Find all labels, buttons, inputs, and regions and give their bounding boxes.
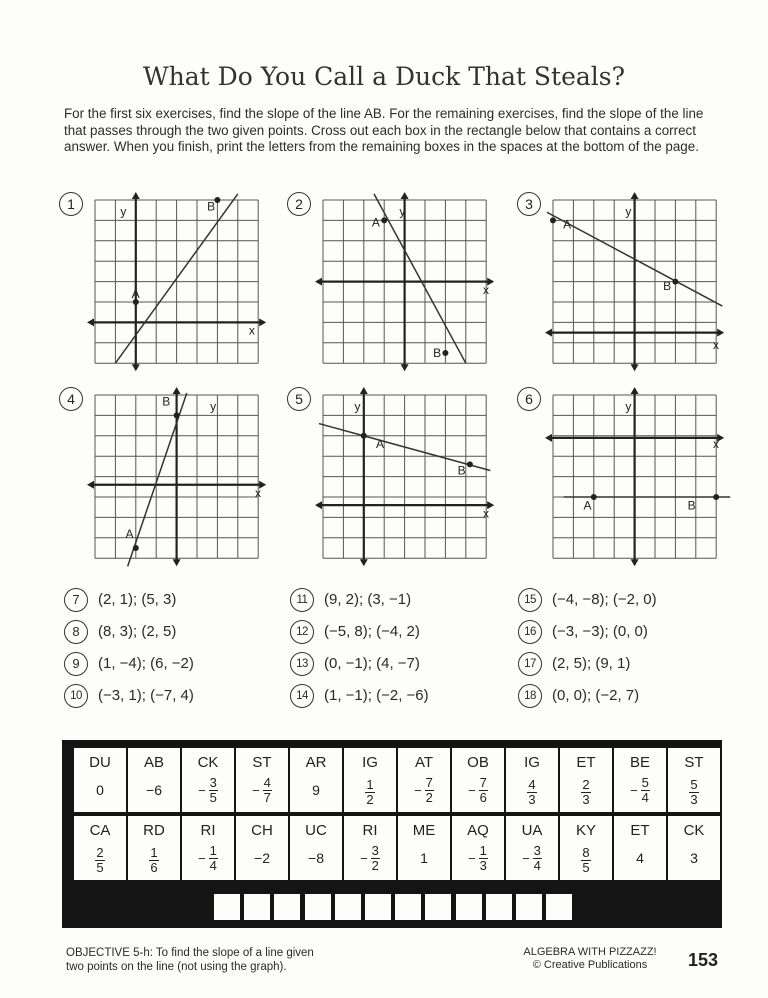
fraction-sign: − [522, 851, 530, 866]
exercise-number-badge: 7 [64, 588, 88, 612]
answer-letters: KY [575, 822, 596, 839]
answer-letters: AT [414, 754, 434, 771]
exercise-17 [518, 652, 630, 676]
graph-number-badge: 2 [287, 192, 311, 216]
point-b-label: B [207, 199, 216, 214]
x-axis-label: x [255, 486, 262, 501]
fraction-sign: − [198, 783, 206, 798]
answer-letter-blank[interactable] [486, 894, 512, 920]
answer-value [236, 776, 288, 805]
answer-box-cell[interactable] [182, 816, 234, 880]
answer-letters: AQ [467, 822, 489, 839]
x-axis-arrow [87, 318, 94, 326]
point-a-label: A [131, 287, 140, 301]
answer-value [614, 776, 666, 805]
answer-letter-blank[interactable] [365, 894, 391, 920]
answer-letters: CK [197, 754, 219, 771]
answer-value [344, 776, 396, 807]
fraction-denominator: 3 [582, 792, 590, 807]
fraction-denominator: 4 [209, 858, 217, 873]
answer-letters: RD [143, 822, 165, 839]
point-b-label: B [162, 394, 171, 409]
exercise-points: (1, −1); (−2, −6) [324, 686, 429, 704]
coordinate-grid [95, 395, 278, 578]
answer-box-cell[interactable] [74, 816, 126, 880]
answer-box-cell[interactable] [668, 748, 720, 812]
graph-number-badge: 1 [59, 192, 83, 216]
y-axis-arrow [401, 192, 409, 199]
answer-box-cell[interactable] [344, 816, 396, 880]
fraction-denominator: 3 [690, 792, 698, 807]
point-a-label: A [583, 498, 592, 513]
answer-box-cell[interactable] [398, 748, 450, 812]
fraction-numerator: 4 [263, 775, 271, 790]
x-axis-arrow [545, 329, 552, 337]
y-axis-label: y [354, 399, 361, 414]
graph-1 [67, 196, 278, 388]
answer-letters: CK [683, 822, 705, 839]
point-a-label: A [375, 437, 385, 452]
page-title: What Do You Call a Duck That Steals? [142, 62, 625, 91]
exercise-points: (0, −1); (4, −7) [324, 654, 420, 672]
answer-value [506, 844, 558, 873]
answer-letters: OB [467, 754, 489, 771]
answer-box-cell[interactable] [290, 816, 342, 880]
graph-3 [525, 196, 736, 388]
exercise-points: (0, 0); (−2, 7) [552, 686, 640, 704]
graph-6 [525, 391, 736, 583]
answer-box-cell[interactable] [344, 748, 396, 812]
fraction-denominator: 5 [209, 790, 217, 805]
fraction-numerator: 1 [150, 845, 158, 860]
line-ab [125, 393, 187, 566]
answer-value [560, 776, 612, 807]
point-b [174, 412, 180, 418]
y-axis-arrow [401, 364, 409, 371]
point-a-label: A [125, 526, 134, 541]
answer-letters: AB [143, 754, 164, 771]
answer-value: 9 [312, 782, 320, 798]
point-b [672, 279, 678, 285]
answer-box-cell[interactable] [398, 816, 450, 880]
answer-letters: UA [521, 822, 543, 839]
graph-number-badge: 5 [287, 387, 311, 411]
answer-value: 0 [96, 782, 104, 798]
exercise-15 [518, 588, 657, 612]
exercise-number-badge: 13 [290, 652, 314, 676]
graph-number-badge: 6 [517, 387, 541, 411]
x-axis-label: x [713, 437, 720, 452]
y-axis-label: y [625, 399, 632, 414]
exercise-number-badge: 18 [518, 684, 542, 708]
answer-value: 1 [420, 850, 428, 866]
exercise-16 [518, 620, 648, 644]
fraction-denominator: 6 [150, 860, 158, 875]
answer-box-cell[interactable] [128, 816, 180, 880]
fraction-denominator: 5 [96, 860, 104, 875]
fraction-numerator: 1 [209, 843, 217, 858]
answer-value: 4 [636, 850, 644, 866]
exercise-18 [518, 684, 639, 708]
answer-value [74, 844, 126, 875]
fraction-numerator: 4 [528, 777, 536, 792]
exercise-number-badge: 15 [518, 588, 542, 612]
fraction-numerator: 5 [641, 775, 649, 790]
fraction-sign: − [630, 783, 638, 798]
y-axis-arrow [132, 364, 140, 371]
fraction-denominator: 3 [479, 858, 487, 873]
point-a [133, 545, 139, 551]
answer-letters: IG [524, 754, 540, 771]
answer-letters: CA [89, 822, 111, 839]
answer-letters: CH [251, 822, 273, 839]
point-a-label: A [371, 215, 380, 230]
answer-letters: DU [89, 754, 111, 771]
exercise-7 [64, 588, 176, 612]
answer-letter-blank[interactable] [456, 894, 482, 920]
exercise-number-badge: 16 [518, 620, 542, 644]
answer-letter-blank[interactable] [335, 894, 361, 920]
y-axis-arrow [631, 364, 639, 371]
exercise-number-badge: 14 [290, 684, 314, 708]
objective-line-1: OBJECTIVE 5-h: To find the slope of a line given [66, 947, 314, 959]
exercise-number-badge: 9 [64, 652, 88, 676]
fraction-denominator: 4 [641, 790, 649, 805]
answer-letters: ST [684, 754, 704, 771]
fraction-denominator: 7 [263, 790, 271, 805]
x-axis-arrow [315, 501, 322, 509]
x-axis-arrow [717, 329, 724, 337]
answer-letters: BE [629, 754, 650, 771]
answer-box-cell[interactable] [506, 816, 558, 880]
answer-letters: ME [412, 822, 436, 839]
x-axis-label: x [483, 506, 490, 521]
answer-box-cell[interactable] [128, 748, 180, 812]
exercise-10 [64, 684, 194, 708]
x-axis-arrow [87, 481, 94, 489]
answer-letters: ET [630, 822, 650, 839]
y-axis-arrow [132, 192, 140, 199]
graph-2 [295, 196, 506, 388]
point-a [550, 217, 556, 223]
x-axis-arrow [315, 278, 322, 286]
fraction-numerator: 1 [479, 843, 487, 858]
answer-box-cell[interactable] [236, 748, 288, 812]
answer-letters: AR [305, 754, 327, 771]
answer-letters: RI [362, 822, 378, 839]
line-ab [371, 194, 466, 363]
answer-value [668, 776, 720, 807]
point-a-label: A [563, 217, 572, 232]
answer-value [506, 776, 558, 807]
answer-box-cell[interactable] [74, 748, 126, 812]
answer-letter-blank[interactable] [305, 894, 331, 920]
exercise-points: (2, 5); (9, 1) [552, 654, 631, 672]
exercise-number-badge: 11 [290, 588, 314, 612]
answer-value [452, 776, 504, 805]
answer-value: −8 [308, 850, 324, 866]
exercise-14 [290, 684, 429, 708]
exercise-points: (−3, −3); (0, 0) [552, 622, 648, 640]
fraction-denominator: 4 [533, 858, 541, 873]
fraction-numerator: 5 [690, 777, 698, 792]
answer-letters: RI [200, 822, 216, 839]
point-b-label: B [457, 463, 466, 478]
answer-letter-blank[interactable] [214, 894, 240, 920]
answer-value [344, 844, 396, 873]
y-axis-arrow [631, 559, 639, 566]
point-b [467, 461, 473, 467]
answer-value [182, 776, 234, 805]
coordinate-grid [323, 200, 506, 383]
point-b [214, 197, 220, 203]
exercise-points: (−3, 1); (−7, 4) [98, 686, 194, 704]
y-axis-label: y [625, 204, 632, 219]
y-axis-arrow [173, 559, 181, 566]
publisher-note [500, 946, 680, 972]
answer-box-cell[interactable] [236, 816, 288, 880]
fraction-numerator: 1 [366, 777, 374, 792]
y-axis-arrow [631, 192, 639, 199]
answer-rectangle [62, 740, 722, 928]
answer-value [128, 844, 180, 875]
exercise-11 [290, 588, 411, 612]
graph-number-badge: 4 [59, 387, 83, 411]
answer-letter-blank[interactable] [516, 894, 542, 920]
fraction-numerator: 7 [479, 775, 487, 790]
point-b [442, 350, 448, 356]
coordinate-grid [553, 395, 736, 578]
exercise-number-badge: 17 [518, 652, 542, 676]
answer-box-cell[interactable] [560, 816, 612, 880]
answer-box-cell[interactable] [506, 748, 558, 812]
answer-value: −2 [254, 850, 270, 866]
answer-letter-blank[interactable] [546, 894, 572, 920]
point-b-label: B [663, 278, 672, 293]
fraction-sign: − [198, 851, 206, 866]
answer-box-cell[interactable] [182, 748, 234, 812]
answer-letters: ST [252, 754, 272, 771]
answer-letter-blank[interactable] [274, 894, 300, 920]
answer-letter-blank[interactable] [395, 894, 421, 920]
exercise-12 [290, 620, 420, 644]
fraction-sign: − [468, 783, 476, 798]
graph-number-badge: 3 [517, 192, 541, 216]
x-axis-label: x [483, 282, 490, 297]
exercise-number-badge: 12 [290, 620, 314, 644]
exercise-points: (8, 3); (2, 5) [98, 622, 177, 640]
fraction-sign: − [360, 851, 368, 866]
x-axis-arrow [545, 434, 552, 442]
answer-value [398, 776, 450, 805]
exercise-13 [290, 652, 420, 676]
exercise-number-badge: 10 [64, 684, 88, 708]
point-a [361, 433, 367, 439]
fraction-sign: − [414, 783, 422, 798]
page-number: 153 [688, 950, 719, 970]
fraction-numerator: 3 [209, 775, 217, 790]
answer-value: −6 [146, 782, 162, 798]
exercise-points: (−5, 8); (−4, 2) [324, 622, 420, 640]
coordinate-grid [95, 200, 278, 383]
fraction-numerator: 8 [582, 845, 590, 860]
coordinate-grid [323, 395, 506, 578]
answer-letters: IG [362, 754, 378, 771]
exercise-points: (2, 1); (5, 3) [98, 590, 177, 608]
point-b-label: B [687, 498, 696, 513]
answer-box-cell[interactable] [452, 748, 504, 812]
publisher-line-2: © Creative Publications [532, 959, 648, 971]
answer-value [452, 844, 504, 873]
fraction-denominator: 6 [479, 790, 487, 805]
answer-box-cell[interactable] [614, 748, 666, 812]
answer-box-cell[interactable] [614, 816, 666, 880]
fraction-numerator: 3 [371, 843, 379, 858]
point-a [591, 494, 597, 500]
answer-value [182, 844, 234, 873]
fraction-numerator: 7 [425, 775, 433, 790]
exercise-points: (9, 2); (3, −1) [324, 590, 412, 608]
answer-box-cell[interactable] [290, 748, 342, 812]
graph-5 [295, 391, 506, 583]
objective-note [66, 946, 314, 974]
answer-box-cell[interactable] [452, 816, 504, 880]
point-b [713, 494, 719, 500]
fraction-numerator: 2 [96, 845, 104, 860]
exercise-9 [64, 652, 194, 676]
coordinate-grid [553, 200, 736, 383]
answer-box-cell[interactable] [560, 748, 612, 812]
x-axis-label: x [713, 338, 720, 352]
fraction-sign: − [468, 851, 476, 866]
answer-letters: UC [305, 822, 327, 839]
exercise-8 [64, 620, 176, 644]
exercise-points: (−4, −8); (−2, 0) [552, 590, 657, 608]
y-axis-label: y [120, 204, 127, 219]
fraction-numerator: 2 [582, 777, 590, 792]
fraction-sign: − [252, 783, 260, 798]
answer-box-cell[interactable] [668, 816, 720, 880]
answer-value: 3 [690, 850, 698, 866]
objective-line-2: two points on the line (not using the graph). [66, 961, 287, 973]
fraction-denominator: 3 [528, 792, 536, 807]
fraction-denominator: 5 [582, 860, 590, 875]
y-axis-label: y [399, 204, 406, 219]
publisher-line-1: ALGEBRA WITH PIZZAZZ! [523, 946, 657, 958]
x-axis-label: x [248, 323, 255, 338]
exercise-points: (1, −4); (6, −2) [98, 654, 194, 672]
fraction-denominator: 2 [425, 790, 433, 805]
answer-letters: ET [576, 754, 596, 771]
point-b-label: B [433, 346, 442, 361]
fraction-denominator: 2 [371, 858, 379, 873]
x-axis-arrow [259, 318, 266, 326]
fraction-numerator: 3 [533, 843, 541, 858]
y-axis-arrow [360, 559, 368, 566]
graph-4 [67, 391, 278, 583]
instructions-paragraph: For the first six exercises, find the slope of the line AB. For the remaining exercises, find the slope of the line that passes through the two given points. Cross out each box in the rectangle below that contains a correct answer. When you finish, print the letters from the remaining boxes in the spaces at the bottom of the page. [64, 106, 704, 154]
exercise-number-badge: 8 [64, 620, 88, 644]
answer-value [560, 844, 612, 875]
fraction-denominator: 2 [366, 792, 374, 807]
point-a [381, 217, 387, 223]
y-axis-label: y [210, 399, 217, 414]
answer-letter-blank[interactable] [244, 894, 270, 920]
answer-letter-blank[interactable] [425, 894, 451, 920]
